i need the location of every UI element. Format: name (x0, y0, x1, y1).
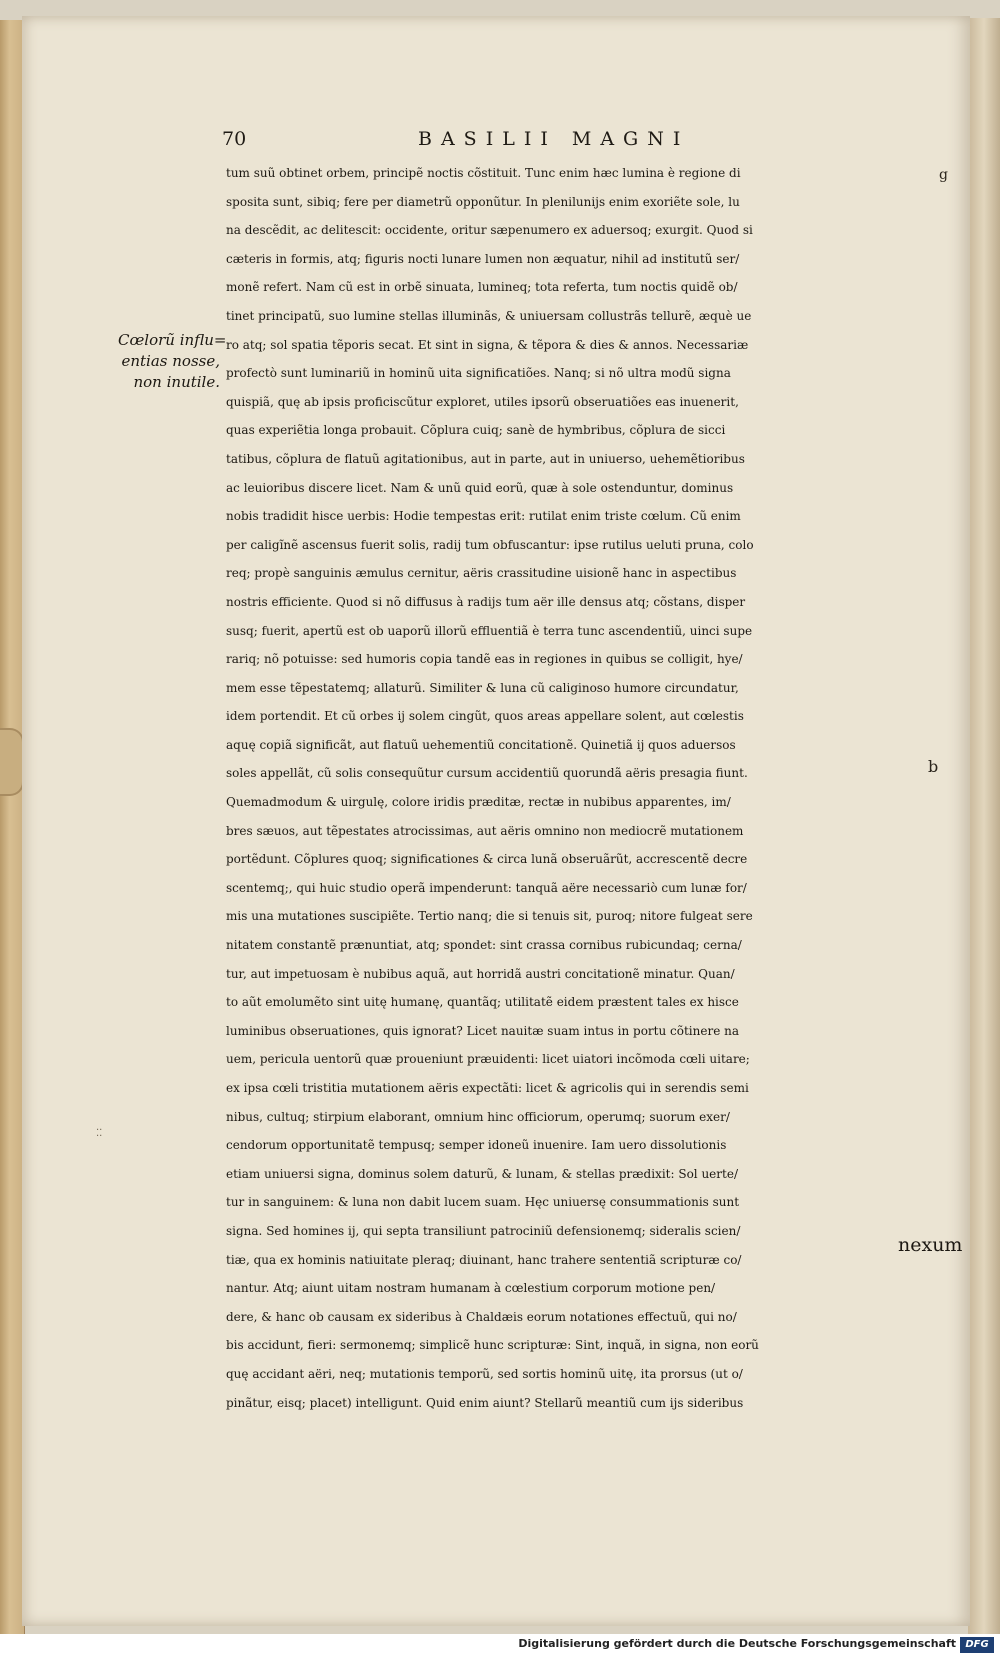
page-number: 70 (222, 128, 247, 150)
main-text-block (226, 159, 958, 1417)
catchword: nexum (898, 1234, 963, 1256)
text-line: na descẽdit, ac delitescit: occidente, oritur sæpenumero ex aduersoq; exurgit. Quod si (226, 223, 753, 238)
text-line: bres sæuos, aut tẽpestates atrocissimas, aut aëris omnino non mediocrẽ mutationem (226, 823, 744, 838)
text-line: cæteris in formis, atq; figuris nocti lunare lumen non æquatur, nihil ad institutũ ser/ (226, 251, 740, 266)
text-line: scentemq;, qui huic studio operã impenderunt: tanquã aëre necessariò cum lunæ for/ (226, 880, 747, 895)
text-line: quę accidant aëri, neq; mutationis temporũ, sed sortis hominũ uitę, ita prorsus (ut o/ (226, 1366, 743, 1381)
book-gutter-edge (968, 18, 1000, 1640)
text-line: uem, pericula uentorũ quæ proueniunt prӕuidenti: licet uiatori incõmoda cœli uitare; (226, 1052, 750, 1067)
text-line: nitatem constantẽ prӕnuntiat, atq; spondet: sint crassa cornibus rubicundaq; cerna/ (226, 938, 742, 953)
text-line: signa. Sed homines ij, qui septa transiliunt patrociniũ defensionemq; sideralis scien/ (226, 1223, 741, 1238)
margin-page-mark: g (939, 167, 948, 183)
text-line: nantur. Atq; aiunt uitam nostram humanam à cœlestium corporum motione pen/ (226, 1281, 716, 1296)
text-line: mem esse tẽpestatemq; allaturũ. Similiter & luna cũ caliginoso humore circundatur, (226, 680, 739, 695)
text-line: cendorum opportunitatẽ tempusq; semper idoneũ inuenire. Iam uero dissolutionis (226, 1138, 727, 1153)
dfg-logo: DFG (960, 1637, 994, 1653)
marginal-note (118, 330, 227, 393)
paper-stain: ⁚⁚ (96, 1128, 103, 1139)
text-line: per caligĩnẽ ascensus fuerit solis, radij tum obfuscantur: ipse rutilus ueluti pruna, colo (226, 537, 754, 552)
text-line: Quemadmodum & uirgulę, colore iridis prӕditæ, rectæ in nubibus apparentes, im/ (226, 795, 731, 810)
marginal-note-line: non inutile. (133, 373, 220, 391)
footer-credit: Digitalisierung gefördert durch die Deutsche Forschungsgemeinschaft (518, 1637, 956, 1650)
text-line: profectò sunt luminariũ in hominũ uita significatiões. Nanq; si nõ ultra modũ signa (226, 366, 731, 381)
text-line: tur in sanguinem: & luna non dabit lucem suam. Hęc uniuersę consummationis sunt (226, 1195, 740, 1210)
running-head: BASILII MAGNI (418, 128, 690, 150)
text-line: dere, & hanc ob causam ex sideribus à Chaldæis eorum notationes effectuũ, qui no/ (226, 1309, 737, 1324)
text-line: nibus, cultuq; stirpium elaborant, omnium hinc officiorum, operumq; suorum exer/ (226, 1109, 730, 1124)
margin-section-mark: b (928, 757, 939, 776)
text-line: etiam uniuersi signa, dominus solem daturũ, & lunam, & stellas prӕdixit: Sol uerte/ (226, 1166, 738, 1181)
text-line: portẽdunt. Cõplures quoq; significationes & circa lunã obseruãrũt, accrescentẽ decre (226, 852, 748, 867)
text-line: ro atq; sol spatia tẽporis secat. Et sint in signa, & tẽpora & dies & annos. Necessariæ (226, 337, 749, 352)
text-line: tur, aut impetuosam è nubibus aquã, aut horridã austri concitationẽ minatur. Quan/ (226, 966, 735, 981)
text-line: susq; fuerit, apertũ est ob uaporũ illorũ effluentiã è terra tunc ascendentiũ, uinci supe (226, 623, 753, 638)
book-clasp (0, 728, 24, 796)
text-line: tatibus, cõplura de flatuũ agitationibus, aut in parte, aut in uniuerso, uehemẽtioribus (226, 451, 745, 466)
page-header (222, 128, 942, 154)
text-line: rariq; nõ potuisse: sed humoris copia tandẽ eas in regiones in quibus se colligit, hye/ (226, 652, 743, 667)
text-line: ex ipsa cœli tristitia mutationem aëris expectãti: licet & agricolis qui in serendis semi (226, 1081, 749, 1095)
text-line: quispiã, quę ab ipsis proficiscũtur exploret, utiles ipsorũ obseruatiões eas inuenerit, (226, 394, 739, 409)
text-line: to aũt emolumẽto sint uitę humanę, quantãq; utilitatẽ eidem prӕstent tales ex hisce (226, 995, 739, 1010)
text-line: quas experiẽtia longa probauit. Cõplura cuiq; sanè de hymbribus, cõplura de sicci (226, 423, 726, 438)
text-line: tum suũ obtinet orbem, principẽ noctis cõstituit. Tunc enim hæc lumina è regione di (226, 166, 741, 180)
marginal-note-line: Cœlorũ influ= (118, 331, 227, 349)
text-line: tinet principatũ, suo lumine stellas illuminãs, & uniuersam collustrãs tellurẽ, æquè ue (226, 308, 752, 323)
text-line: tiæ, qua ex hominis natiuitate pleraq; diuinant, hanc trahere sententiã scripturæ co/ (226, 1252, 742, 1267)
text-line: monẽ refert. Nam cũ est in orbẽ sinuata, lumineq; tota referta, tum noctis quidẽ ob/ (226, 280, 738, 295)
text-line: nobis tradidit hisce uerbis: Hodie tempestas erit: rutilat enim triste cœlum. Cũ enim (226, 509, 741, 524)
text-line: soles appellãt, cũ solis consequũtur cursum accidentiũ quorundã aëris presagia fiunt. (226, 766, 748, 781)
text-line: luminibus obseruationes, quis ignorat? Licet nauitæ suam intus in portu cõtinere na (226, 1023, 739, 1038)
text-line: nostris efficiente. Quod si nõ diffusus à radijs tum aër ille densus atq; cõstans, disper (226, 594, 746, 609)
text-line: req; propè sanguinis æmulus cernitur, aëris crassitudine uisionẽ hanc in aspectibus (226, 566, 737, 581)
text-line: idem portendit. Et cũ orbes ij solem cingũt, quos areas appellare solent, aut cœlestis (226, 709, 744, 724)
text-line: mis una mutationes suscipiẽte. Tertio nanq; die si tenuis sit, puroq; nitore fulgeat sere (226, 909, 753, 924)
text-line: sposita sunt, sibiq; fere per diametrũ opponũtur. In plenilunijs enim exoriẽte sole, lu (226, 194, 740, 209)
marginal-note-line: entias nosse, (121, 352, 220, 370)
text-line: bis accidunt, fieri: sermonemq; simplicẽ hunc scripturæ: Sint, inquã, in signa, non eorũ (226, 1338, 759, 1353)
text-line: pinãtur, eisq; placet) intelligunt. Quid enim aiunt? Stellarũ meantiũ cum ijs sideribus (226, 1395, 744, 1410)
footer-bar (0, 1634, 1000, 1657)
text-line: ac leuioribus discere licet. Nam & unũ quid eorũ, quæ à sole ostenduntur, dominus (226, 480, 734, 495)
text-line: aquę copiã significãt, aut flatuũ uehementiũ concitationẽ. Quinetiã ij quos aduersos (226, 737, 736, 752)
